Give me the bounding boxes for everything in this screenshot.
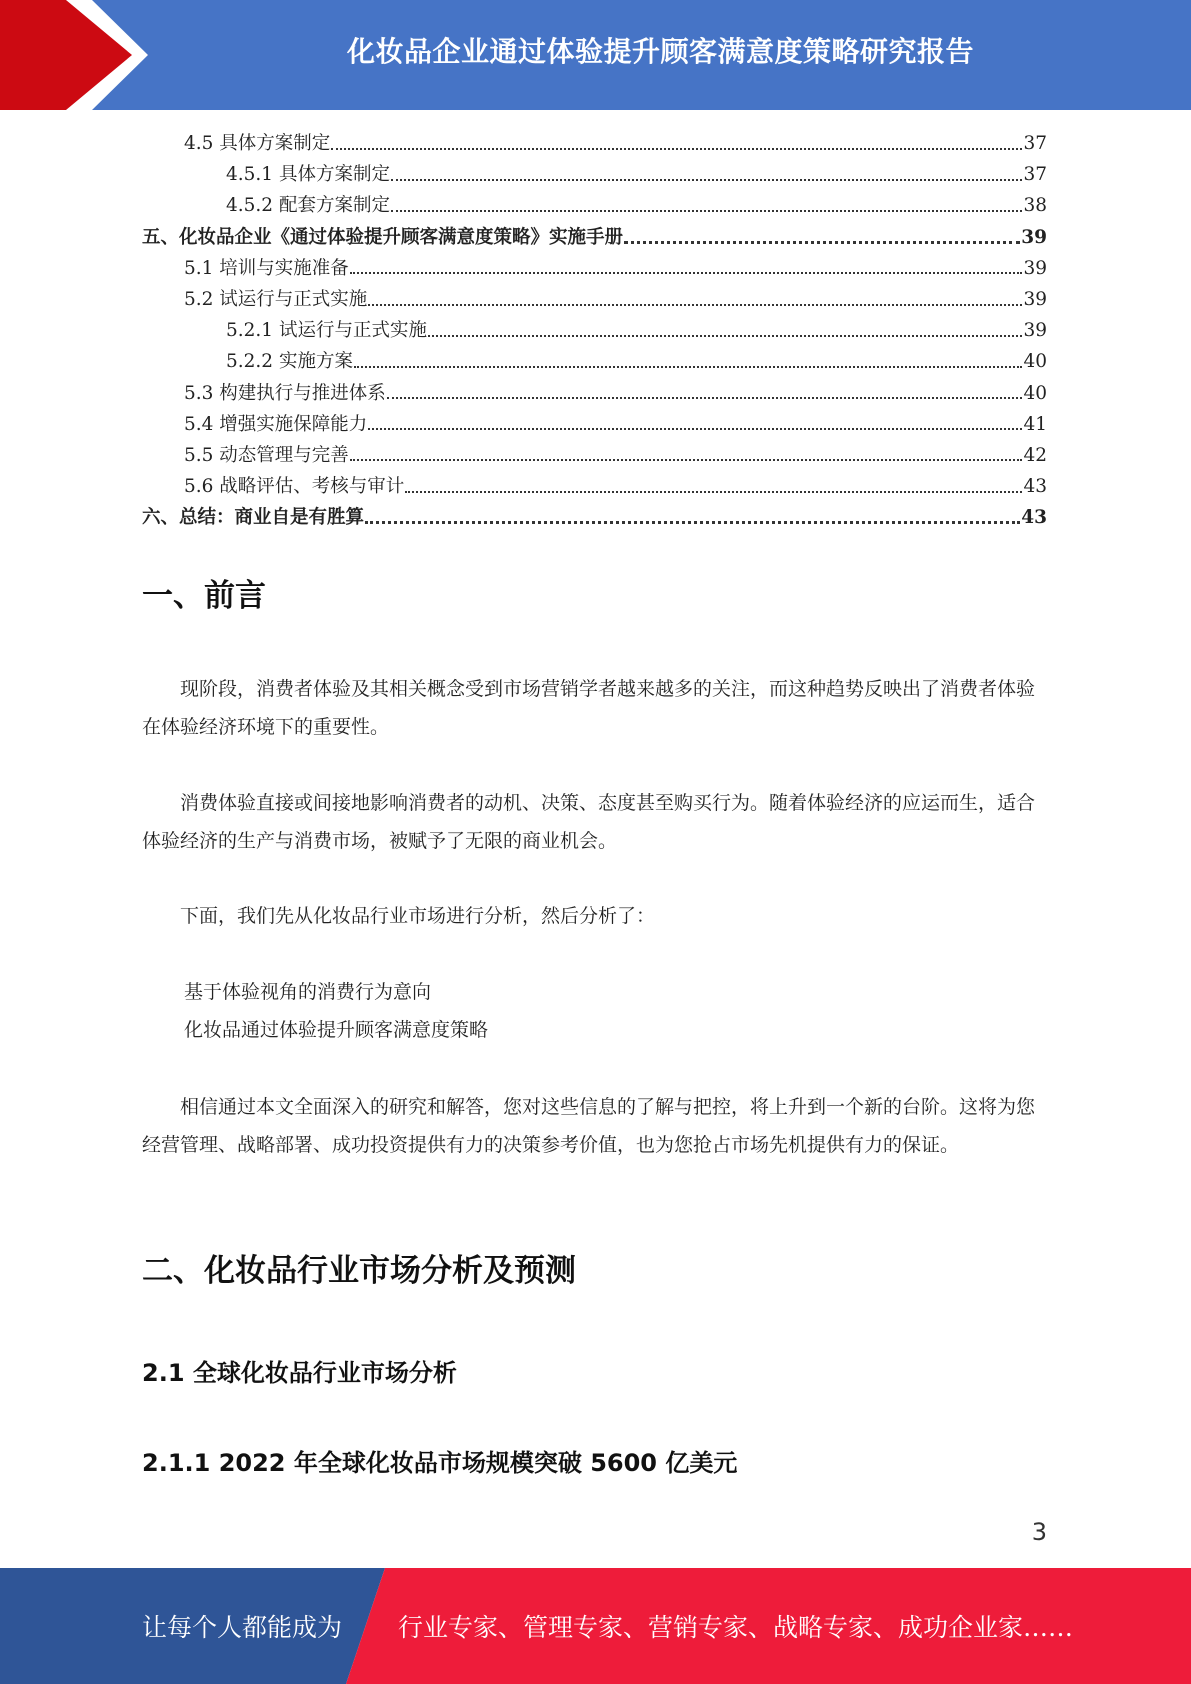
toc-entry[interactable] xyxy=(142,128,1047,159)
toc-leader-dots xyxy=(350,272,1023,274)
toc-leader-dots xyxy=(365,521,1020,524)
footer-slogan-left: 让每个人都能成为 xyxy=(142,1613,343,1642)
toc-entry[interactable] xyxy=(142,253,1047,284)
paragraph: 现阶段，消费者体验及其相关概念受到市场营销学者越来越多的关注，而这种趋势反映出了消费者体验在体验经济环境下的重要性。 xyxy=(142,678,1036,738)
toc-leader-dots xyxy=(368,304,1022,306)
toc-entry[interactable] xyxy=(142,284,1047,315)
toc-entry-page: 39 xyxy=(1021,226,1047,248)
paragraph: 下面，我们先从化妆品行业市场进行分析，然后分析了： xyxy=(180,905,656,927)
toc-entry[interactable] xyxy=(142,502,1047,533)
toc-entry-page: 40 xyxy=(1023,351,1047,373)
section-heading-market: 二、化妆品行业市场分析及预测 xyxy=(142,1253,576,1289)
toc-entry-label: 5.3 构建执行与推进体系 xyxy=(184,382,386,404)
toc-entry[interactable] xyxy=(142,346,1047,377)
toc-leader-dots xyxy=(428,335,1022,337)
paragraph: 消费体验直接或间接地影响消费者的动机、决策、态度甚至购买行为。随着体验经济的应运而生，适合体验经济的生产与消费市场，被赋予了无限的商业机会。 xyxy=(142,792,1036,852)
toc-entry-label: 5.1 培训与实施准备 xyxy=(184,257,349,279)
toc-leader-dots xyxy=(391,179,1022,181)
toc-leader-dots xyxy=(331,148,1022,150)
toc-entry-label: 5.2 试运行与正式实施 xyxy=(184,288,368,310)
toc-leader-dots xyxy=(624,241,1020,244)
toc-entry-label: 5.6 战略评估、考核与审计 xyxy=(184,476,405,498)
table-of-contents xyxy=(142,128,1047,533)
page-number: 3 xyxy=(1031,1518,1047,1546)
toc-entry-page: 43 xyxy=(1023,476,1047,498)
list-item: 化妆品通过体验提升顾客满意度策略 xyxy=(184,1019,489,1041)
header-title: 化妆品企业通过体验提升顾客满意度策略研究报告 xyxy=(346,35,974,68)
toc-leader-dots xyxy=(387,397,1023,399)
toc-entry-label: 5.2.2 实施方案 xyxy=(226,351,353,373)
toc-entry-page: 39 xyxy=(1023,257,1047,279)
toc-entry[interactable] xyxy=(142,378,1047,409)
toc-entry-page: 39 xyxy=(1023,288,1047,310)
toc-entry[interactable] xyxy=(142,409,1047,440)
toc-entry-label: 五、化妆品企业《通过体验提升顾客满意度策略》实施手册 xyxy=(142,226,624,248)
toc-entry-page: 38 xyxy=(1023,195,1047,217)
page-header xyxy=(0,0,1191,110)
toc-entry-label: 六、总结：商业自是有胜算 xyxy=(142,507,365,529)
toc-entry-label: 4.5.2 配套方案制定 xyxy=(226,195,390,217)
section-heading-preface: 一、前言 xyxy=(142,578,266,614)
toc-entry-label: 5.4 增强实施保障能力 xyxy=(184,413,368,435)
subsubsection-heading: 2.1.1 2022 年全球化妆品市场规模突破 5600 亿美元 xyxy=(142,1449,738,1477)
paragraph: 相信通过本文全面深入的研究和解答，您对这些信息的了解与把控，将上升到一个新的台阶。这将为您经营管理、战略部署、成功投资提供有力的决策参考价值，也为您抢占市场先机提供有力的保证。 xyxy=(142,1096,1036,1156)
toc-entry-page: 42 xyxy=(1023,444,1047,466)
toc-leader-dots xyxy=(350,459,1023,461)
toc-entry[interactable] xyxy=(142,222,1047,253)
toc-leader-dots xyxy=(368,428,1022,430)
toc-entry-page: 43 xyxy=(1021,507,1047,529)
subsection-heading: 2.1 全球化妆品行业市场分析 xyxy=(142,1359,457,1387)
toc-entry-page: 41 xyxy=(1023,413,1047,435)
list-item: 基于体验视角的消费行为意向 xyxy=(184,981,432,1003)
toc-entry[interactable] xyxy=(142,315,1047,346)
toc-leader-dots xyxy=(405,491,1022,493)
toc-entry-label: 4.5 具体方案制定 xyxy=(184,133,331,154)
footer-slogan-right: 行业专家、管理专家、营销专家、战略专家、成功企业家…… xyxy=(398,1613,1074,1642)
toc-entry[interactable] xyxy=(142,471,1047,502)
toc-entry-page: 39 xyxy=(1023,320,1047,342)
toc-entry-page: 40 xyxy=(1023,382,1047,404)
toc-entry-label: 5.5 动态管理与完善 xyxy=(184,444,349,466)
toc-entry-page: 37 xyxy=(1023,164,1047,186)
toc-entry[interactable] xyxy=(142,440,1047,471)
toc-entry-label: 5.2.1 试运行与正式实施 xyxy=(226,320,427,342)
toc-entry[interactable] xyxy=(142,159,1047,190)
toc-leader-dots xyxy=(391,210,1022,212)
toc-entry[interactable] xyxy=(142,190,1047,221)
toc-entry-page: 37 xyxy=(1023,133,1047,154)
toc-leader-dots xyxy=(354,366,1023,368)
toc-entry-label: 4.5.1 具体方案制定 xyxy=(226,164,390,186)
page-footer xyxy=(0,1568,1191,1684)
